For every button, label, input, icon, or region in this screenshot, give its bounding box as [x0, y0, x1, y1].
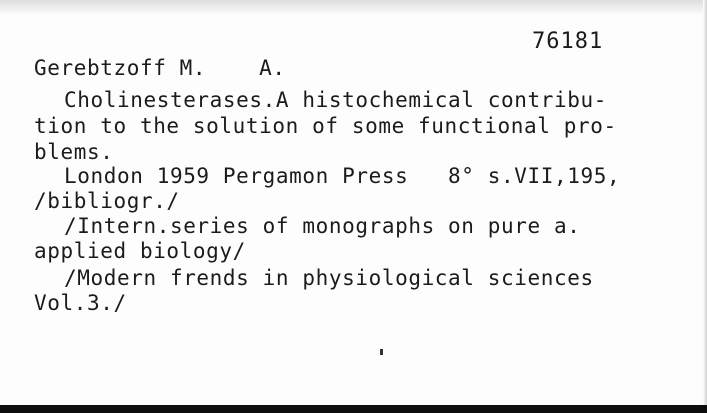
series-note-line-2: applied biology/ — [34, 239, 246, 263]
title-line-3: blems. — [34, 140, 114, 164]
accession-number: 76181 — [532, 29, 604, 54]
scan-edge-right — [703, 0, 707, 413]
title-line-1: Cholinesterases.A histochemical contribu- — [64, 88, 607, 112]
ink-speck — [380, 349, 383, 355]
bibliography-note: /bibliogr./ — [34, 189, 180, 213]
author-name: Gerebtzoff M. A. — [34, 56, 286, 80]
scan-edge-top — [0, 0, 707, 14]
scan-edge-bottom — [0, 405, 707, 413]
subseries-note-line-1: /Modern frends in physiological sciences — [64, 266, 594, 290]
series-note-line-1: /Intern.series of monographs on pure a. — [64, 214, 581, 238]
subseries-note-line-2: Vol.3./ — [34, 291, 127, 315]
imprint-line: London 1959 Pergamon Press 8° s.VII,195, — [64, 164, 621, 188]
title-line-2: tion to the solution of some functional pro- — [34, 114, 617, 138]
